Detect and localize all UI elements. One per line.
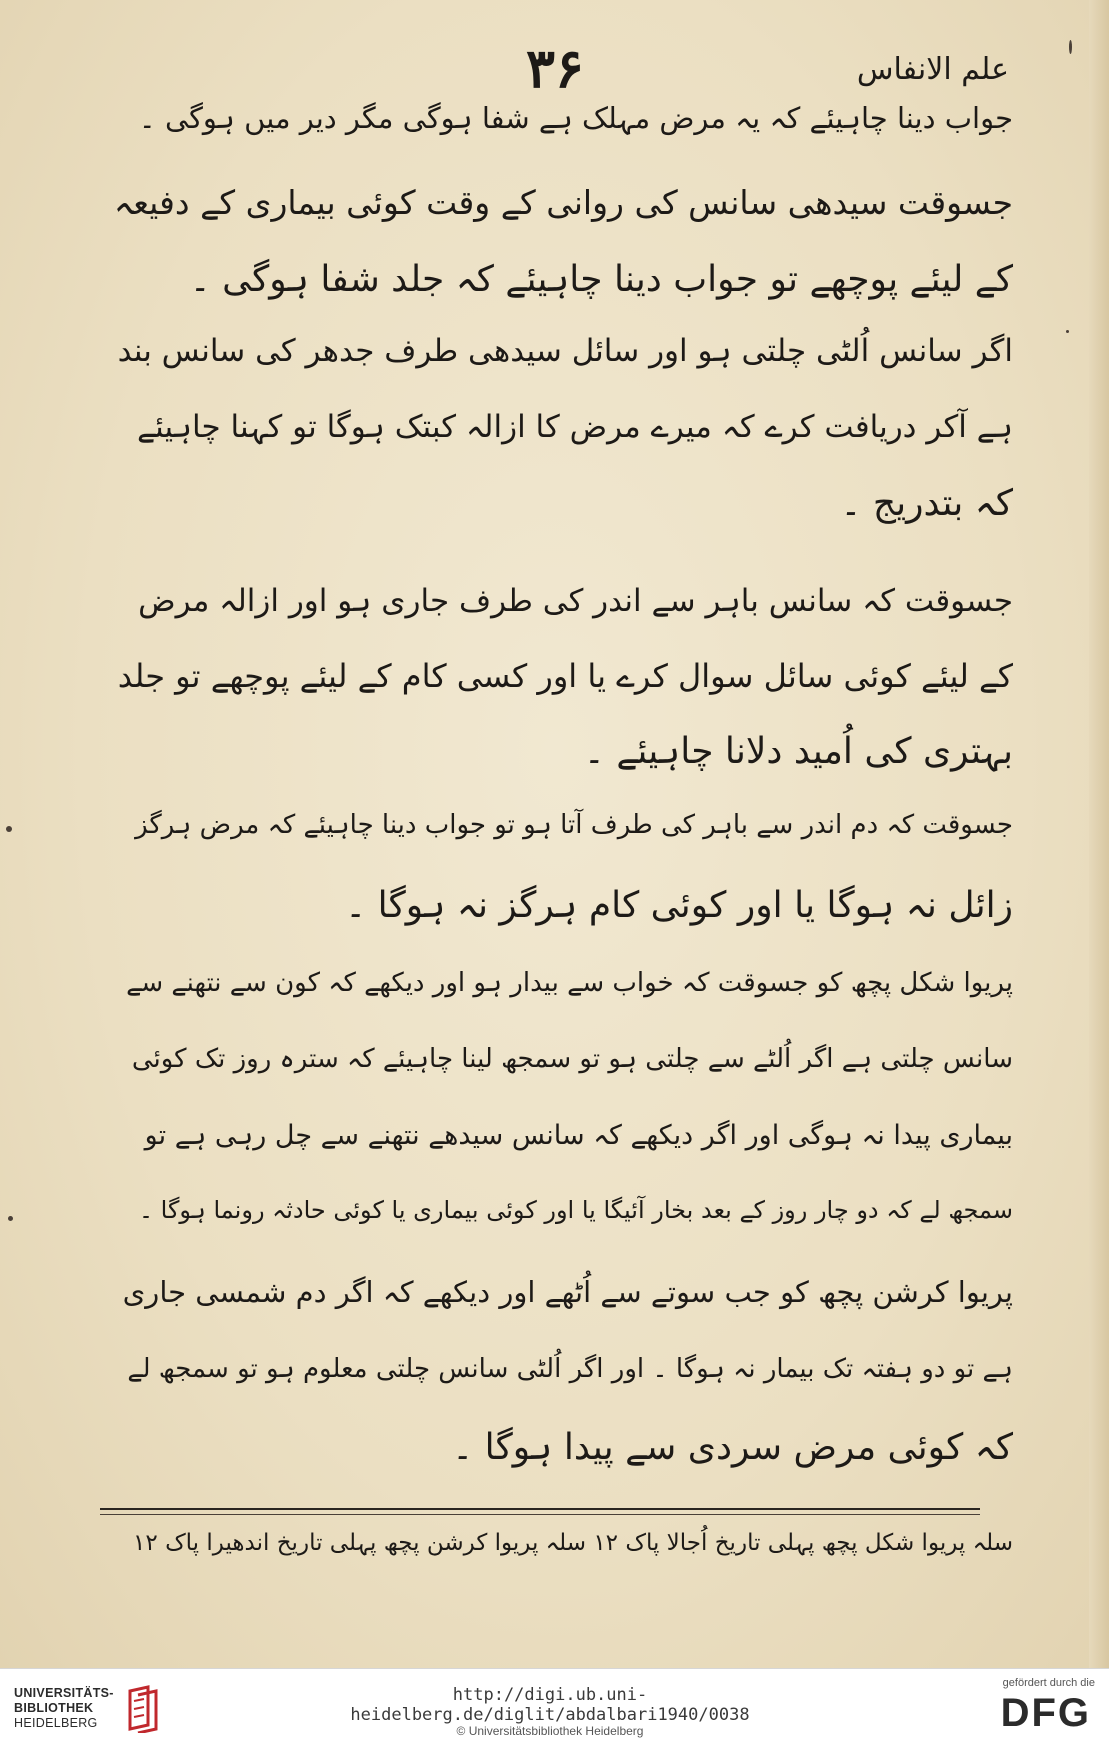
text-line-12: پریوا شکل پچھ کو جسوقت کہ خواب سے بیدار ہو اور دیکھے کہ کون سے نتھنے سے [126,968,1013,998]
text-line-3: کے لیئے پوچھے تو جواب دینا چاہیئے کہ جلد شفا ہوگی ۔ [189,259,1013,300]
text-line-17: ہے تو دو ہفتہ تک بیمار نہ ہوگا ۔ اور اگر اُلٹی سانس چلتی معلوم ہو تو سمجھ لے [127,1354,1013,1384]
scan-speck [6,826,12,832]
scan-speck [1066,330,1069,333]
text-line-9: بہتری کی اُمید دلانا چاہیئے ۔ [583,731,1013,772]
library-emblem-icon [126,1685,166,1733]
footnote-rule-secondary [100,1514,980,1515]
copyright-notice: © Universitätsbibliothek Heidelberg [456,1724,644,1738]
text-line-6: کہ بتدریج ۔ [840,483,1013,524]
text-line-4: اگر سانس اُلٹی چلتی ہو اور سائل سیدھی طرف جدھر کی سانس بند [117,333,1013,369]
footnote: سلہ پریوا شکل پچھ پہلی تاریخ اُجالا پاک ۱۲ سلہ پریوا کرشن پچھ پہلی تاریخ اندھیرا پاک ۱۲ [133,1530,1013,1556]
text-line-1: جواب دینا چاہیئے کہ یہ مرض مہلک ہے شفا ہوگی مگر دیر میں ہوگی ۔ [138,101,1013,135]
text-line-13: سانس چلتی ہے اگر اُلٹے سے چلتی ہو تو سمجھ لینا چاہیئے کہ سترہ روز تک کوئی [131,1044,1013,1074]
text-line-18: کہ کوئی مرض سردی سے پیدا ہوگا ۔ [452,1427,1013,1468]
scan-speck [1069,40,1072,54]
text-line-15: سمجھ لے کہ دو چار روز کے بعد بخار آئیگا یا اور کوئی بیماری یا کوئی حادثہ رونما ہوگا ۔ [138,1196,1013,1224]
text-line-14: بیماری پیدا نہ ہوگی اور اگر دیکھے کہ سانس سیدھے نتھنے سے چل رہی ہے تو [144,1120,1013,1151]
running-head: علم الانفاس [856,52,1009,87]
page-edge [1089,0,1109,1668]
permalink-url[interactable]: http://digi.ub.uni-heidelberg.de/diglit/abdalbari1940/0038 [350,1685,750,1725]
text-line-16: پریوا کرشن پچھ کو جب سوتے سے اُٹھے اور دیکھے کہ اگر دم شمسی جاری [122,1275,1013,1309]
page-number: ۳۶ [525,36,584,100]
text-line-7: جسوقت کہ سانس باہر سے اندر کی طرف جاری ہو اور ازالہ مرض [138,583,1013,619]
library-logo-line3: HEIDELBERG [14,1716,98,1730]
library-logo[interactable] [14,1685,164,1745]
library-logo-line2: BIBLIOTHEK [14,1701,94,1715]
footnote-rule [100,1508,980,1510]
text-line-10: جسوقت کہ دم اندر سے باہر کی طرف آتا ہو تو جواب دینا چاہیئے کہ مرض ہرگز [135,810,1013,840]
library-logo-line1: UNIVERSITÄTS- [14,1686,114,1700]
text-line-5: ہے آکر دریافت کرے کہ میرے مرض کا ازالہ کبتک ہوگا تو کہنا چاہیئے [137,409,1013,445]
footer-bar [0,1668,1109,1752]
dfg-logo[interactable]: DFG [1000,1691,1091,1735]
text-line-11: زائل نہ ہوگا یا اور کوئی کام ہرگز نہ ہوگا ۔ [345,885,1013,926]
text-line-2: جسوقت سیدھی سانس کی روانی کے وقت کوئی بیماری کے دفیعہ [113,183,1013,222]
text-line-8: کے لیئے کوئی سائل سوال کرے یا اور کسی کام کے لیئے پوچھے تو جلد [117,657,1013,695]
scan-speck [8,1216,13,1221]
funding-caption: gefördert durch die [1002,1677,1095,1689]
